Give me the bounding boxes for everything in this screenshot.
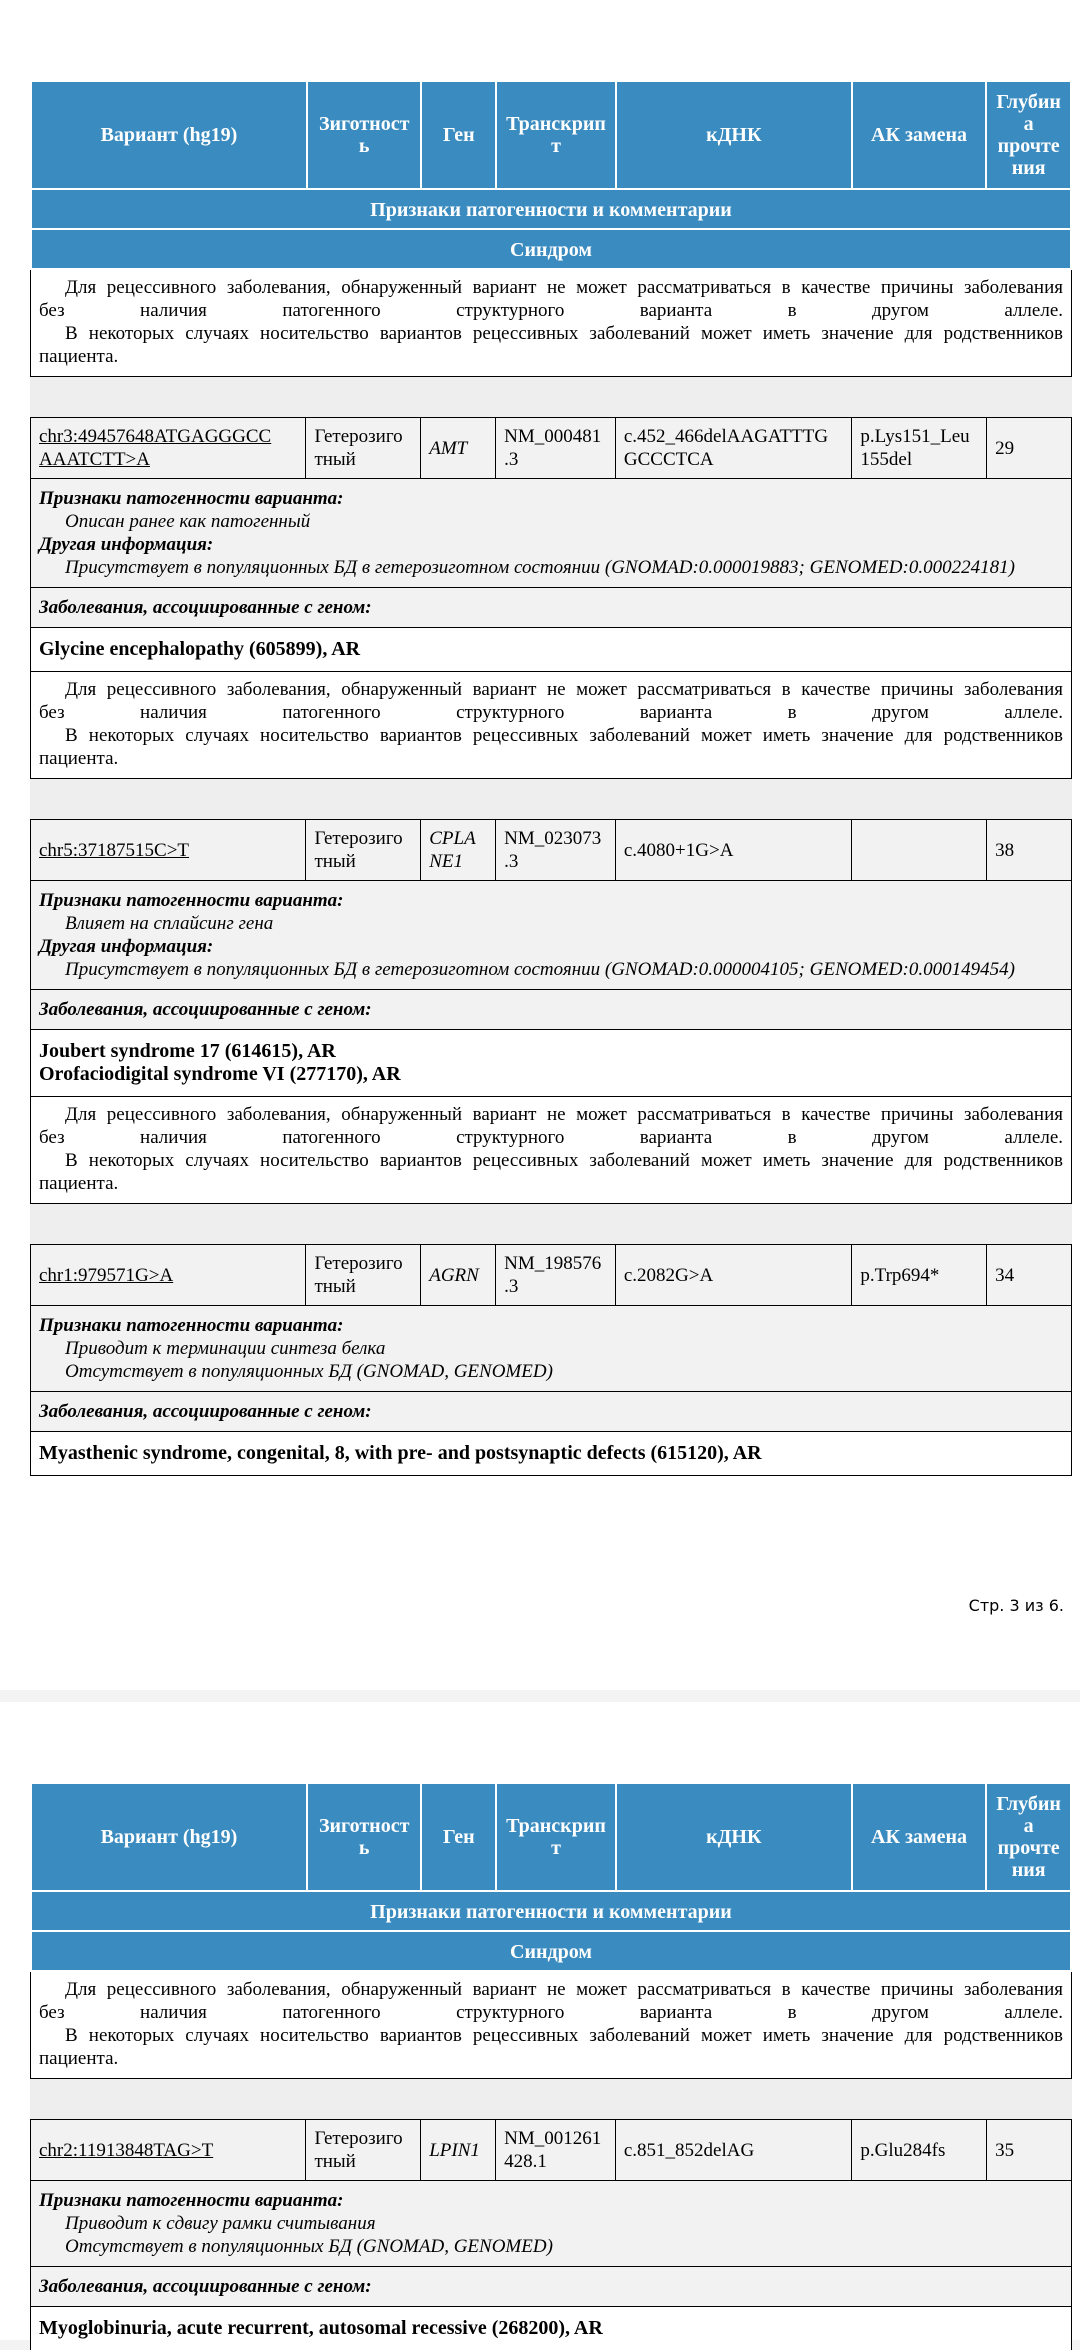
transcript-cell: NM_001261 428.1	[495, 2120, 615, 2180]
variant-link[interactable]: chr3:49457648ATGAGGGCC AAATCTT>A	[39, 426, 272, 470]
spacer	[30, 1204, 1072, 1244]
col-zygosity-header: Зиготност ь	[306, 1784, 421, 1890]
gene-cell: LPIN1	[420, 2120, 495, 2180]
col-gene-header: Ген	[420, 82, 495, 188]
pathogenicity-signs: Признаки патогенности варианта: Влияет на сплайсинг гена Другая информация: Присутствует в популяционных БД в гетерозиготном состоянии (GNOMAD:0.000004105; GENOMED:0.000149454)	[30, 881, 1072, 990]
aa-cell: p.Glu284fs	[851, 2120, 986, 2180]
disease-item: Myasthenic syndrome, congenital, 8, with pre- and postsynaptic defects (615120), AR	[30, 1432, 1072, 1476]
disease-item: Myoglobinuria, acute recurrent, autosomal recessive (268200), AR	[30, 2307, 1072, 2350]
zygosity-cell: Гетерозиго тный	[305, 2120, 420, 2180]
col-zygosity-header: Зиготност ь	[306, 82, 421, 188]
depth-cell: 29	[986, 418, 1071, 478]
col-transcript-header: Транскрип т	[495, 1784, 615, 1890]
recessive-note: Для рецессивного заболевания, обнаруженный вариант не может рассматриваться в качестве причины заболевания без наличия патогенного структурного варианта в другом аллеле. В некоторых случаях носительство вариантов рецессивных заболеваний может иметь значение для родственников пациента.	[30, 1096, 1072, 1204]
diseases-header: Заболевания, ассоциированные с геном:	[30, 1392, 1072, 1432]
diseases-header: Заболевания, ассоциированные с геном:	[30, 990, 1072, 1030]
cdna-cell: c.851_852delAG	[615, 2120, 852, 2180]
zygosity-cell: Гетерозиго тный	[305, 1245, 420, 1305]
aa-cell: p.Lys151_Leu 155del	[851, 418, 986, 478]
table-header	[30, 1782, 1072, 1892]
col-aa-header: АК замена	[851, 82, 985, 188]
disease-item: Orofaciodigital syndrome VI (277170), AR	[39, 1063, 401, 1085]
gene-cell: CPLA NE1	[420, 820, 495, 880]
variant-link[interactable]: chr2:11913848TAG>T	[39, 2139, 214, 2161]
page-number: Стр. 3 из 6.	[968, 1596, 1064, 1615]
table-row	[30, 819, 1072, 881]
transcript-cell: NM_198576 .3	[495, 1245, 615, 1305]
col-variant-header: Вариант (hg19)	[100, 124, 238, 146]
col-aa-header: АК замена	[851, 1784, 985, 1890]
table-header	[30, 80, 1072, 190]
header-band-syndrome: Синдром	[30, 1932, 1072, 1972]
spacer	[30, 2079, 1072, 2119]
table-row	[30, 1244, 1072, 1306]
diseases-header: Заболевания, ассоциированные с геном:	[30, 2267, 1072, 2307]
depth-cell: 34	[986, 1245, 1071, 1305]
col-cdna-header: кДНК	[615, 1784, 851, 1890]
pathogenicity-signs: Признаки патогенности варианта: Описан ранее как патогенный Другая информация: Присутствует в популяционных БД в гетерозиготном состоянии (GNOMAD:0.000019883; GENOMED:0.000224181)	[30, 479, 1072, 588]
disease-item: Glycine encephalopathy (605899), AR	[30, 628, 1072, 671]
cdna-cell: c.2082G>A	[615, 1245, 852, 1305]
pathogenicity-signs: Признаки патогенности варианта: Приводит к сдвигу рамки считывания Отсутствует в популяционных БД (GNOMAD, GENOMED)	[30, 2181, 1072, 2267]
depth-cell: 35	[986, 2120, 1071, 2180]
spacer	[30, 779, 1072, 819]
transcript-cell: NM_000481 .3	[495, 418, 615, 478]
recessive-note: Для рецессивного заболевания, обнаруженный вариант не может рассматриваться в качестве причины заболевания без наличия патогенного структурного варианта в другом аллеле. В некоторых случаях носительство вариантов рецессивных заболеваний может иметь значение для родственников пациента.	[30, 671, 1072, 779]
cdna-cell: c.4080+1G>A	[615, 820, 852, 880]
gene-cell: AGRN	[420, 1245, 495, 1305]
cdna-cell: c.452_466delAAGATTTG GCCCTCA	[615, 418, 852, 478]
zygosity-cell: Гетерозиго тный	[305, 418, 420, 478]
variant-link[interactable]: chr5:37187515C>T	[39, 839, 190, 861]
variant-link[interactable]: chr1:979571G>A	[39, 1264, 174, 1286]
depth-cell: 38	[986, 820, 1071, 880]
recessive-note: Для рецессивного заболевания, обнаруженный вариант не может рассматриваться в качестве причины заболевания без наличия патогенного структурного варианта в другом аллеле. В некоторых случаях носительство вариантов рецессивных заболеваний может иметь значение для родственников пациента.	[30, 1972, 1072, 2079]
col-cdna-header: кДНК	[615, 82, 851, 188]
header-band-signs: Признаки патогенности и комментарии	[30, 190, 1072, 230]
recessive-note: Для рецессивного заболевания, обнаруженный вариант не может рассматриваться в качестве причины заболевания без наличия патогенного структурного варианта в другом аллеле. В некоторых случаях носительство вариантов рецессивных заболеваний может иметь значение для родственников пациента.	[30, 270, 1072, 377]
transcript-cell: NM_023073 .3	[495, 820, 615, 880]
col-transcript-header: Транскрип т	[495, 82, 615, 188]
col-depth-header: Глубин а прочте ния	[985, 82, 1070, 188]
diseases-header: Заболевания, ассоциированные с геном:	[30, 588, 1072, 628]
pathogenicity-signs: Признаки патогенности варианта: Приводит к терминации синтеза белка Отсутствует в популяционных БД (GNOMAD, GENOMED)	[30, 1306, 1072, 1392]
page-4	[0, 1702, 1080, 2340]
variants-table	[30, 1782, 1072, 2350]
zygosity-cell: Гетерозиго тный	[305, 820, 420, 880]
aa-cell	[851, 820, 986, 880]
col-depth-header: Глубин а прочте ния	[985, 1784, 1070, 1890]
col-variant-header: Вариант (hg19)	[100, 1826, 238, 1848]
aa-cell: p.Trp694*	[851, 1245, 986, 1305]
header-band-signs: Признаки патогенности и комментарии	[30, 1892, 1072, 1932]
gene-cell: AMT	[420, 418, 495, 478]
disease-list	[30, 1030, 1072, 1096]
table-row	[30, 2119, 1072, 2181]
variants-table	[30, 80, 1072, 1476]
spacer	[30, 377, 1072, 417]
col-gene-header: Ген	[420, 1784, 495, 1890]
disease-item: Joubert syndrome 17 (614615), AR	[39, 1040, 336, 1062]
table-row	[30, 417, 1072, 479]
header-band-syndrome: Синдром	[30, 230, 1072, 270]
